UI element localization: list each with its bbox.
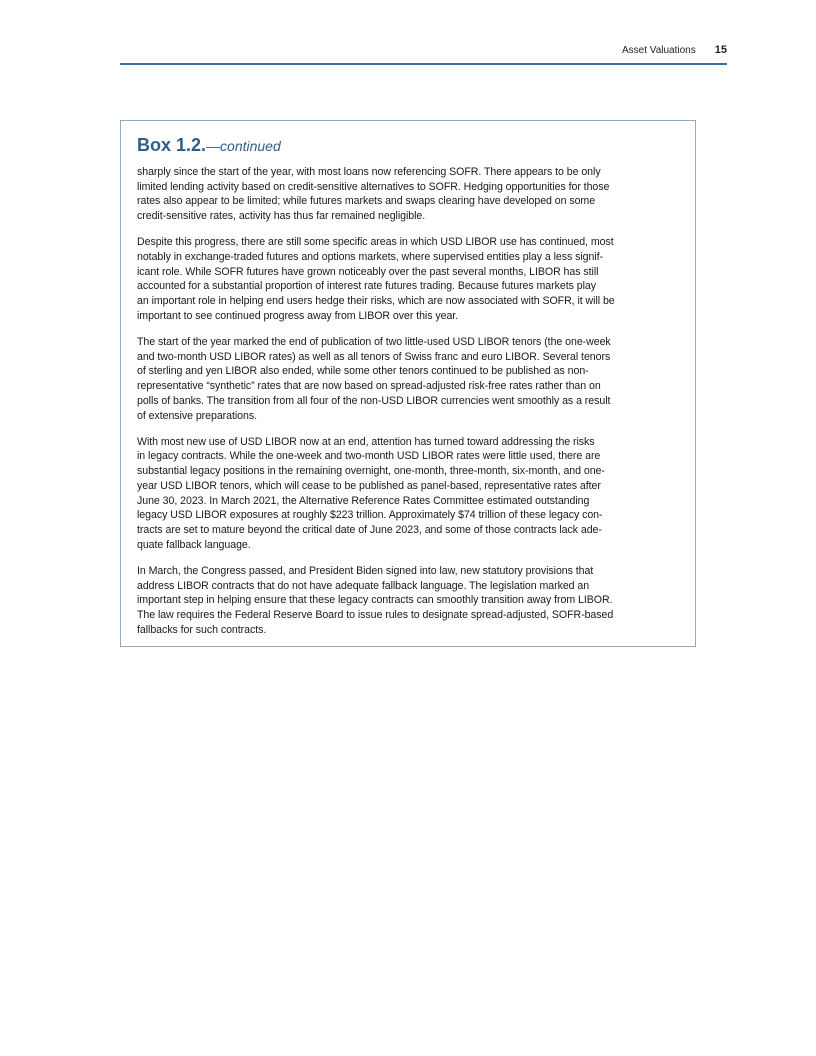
box-paragraph: sharply since the start of the year, with most loans now referencing SOFR. There appears to be only limited lending activity based on credit-sensitive alternatives to SOFR. Hedging opportunities for those rates also appear to be limited; while futures markets and swaps clearing have developed on some credit-sensitive rates, activity has thus far remained negligible.: [137, 166, 610, 223]
box-paragraph: The start of the year marked the end of publication of two little-used USD LIBOR tenors (the one-week and two-month USD LIBOR rates) as well as all tenors of Swiss franc and euro LIBOR. Several tenors of sterling and yen LIBOR also ended, while some other tenors continued to be published as non- representative “synthetic” rates that are now based on spread-adjusted risk-free rates rather than on polls of banks. The transition from all four of the non-USD LIBOR currencies went smoothly as a result of extensive preparations.: [137, 336, 611, 422]
box-title: [137, 133, 679, 157]
box-label: Box 1.2.: [137, 135, 207, 155]
page-number: 15: [714, 44, 727, 56]
header-rule: [120, 63, 727, 65]
box-paragraph: In March, the Congress passed, and President Biden signed into law, new statutory provisions that address LIBOR contracts that do not have adequate fallback language. The legislation marked an important step in helping ensure that these legacy contracts can smoothly transition away from LIBOR. The law requires the Federal Reserve Board to issue rules to designate spread-adjusted, SOFR-based fallbacks for such contracts.: [137, 564, 614, 636]
box-paragraph: Despite this progress, there are still some specific areas in which USD LIBOR use has continued, most notably in exchange-traded futures and options markets, where supervised entities play a less signif- icant role. While SOFR futures have grown noticeably over the past several months, LIBOR has still accounted for a substantial proportion of interest rate futures trading. Because futures markets play an important role in helping end users hedge their risks, which are now associated with SOFR, it will be important to see continued progress away from LIBOR over this year.: [137, 236, 615, 322]
running-head: [120, 44, 727, 62]
section-title: Asset Valuations: [622, 45, 696, 56]
box-1-2: [120, 120, 696, 647]
box-continuation: —continued: [206, 138, 281, 154]
box-paragraph: With most new use of USD LIBOR now at an end, attention has turned toward addressing the risks in legacy contracts. While the one-week and two-month USD LIBOR rates were little used, there are substantial legacy positions in the remaining overnight, one-month, three-month, six-month, and one- year USD LIBOR tenors, which will cease to be published as panel-based, representative rates after June 30, 2023. In March 2021, the Alternative Reference Rates Committee estimated outstanding legacy USD LIBOR exposures at roughly $223 trillion. Approximately $74 trillion of these legacy con- tracts are set to mature beyond the critical date of June 2023, and some of those contracts lack ade- quate fallback language.: [137, 435, 605, 551]
